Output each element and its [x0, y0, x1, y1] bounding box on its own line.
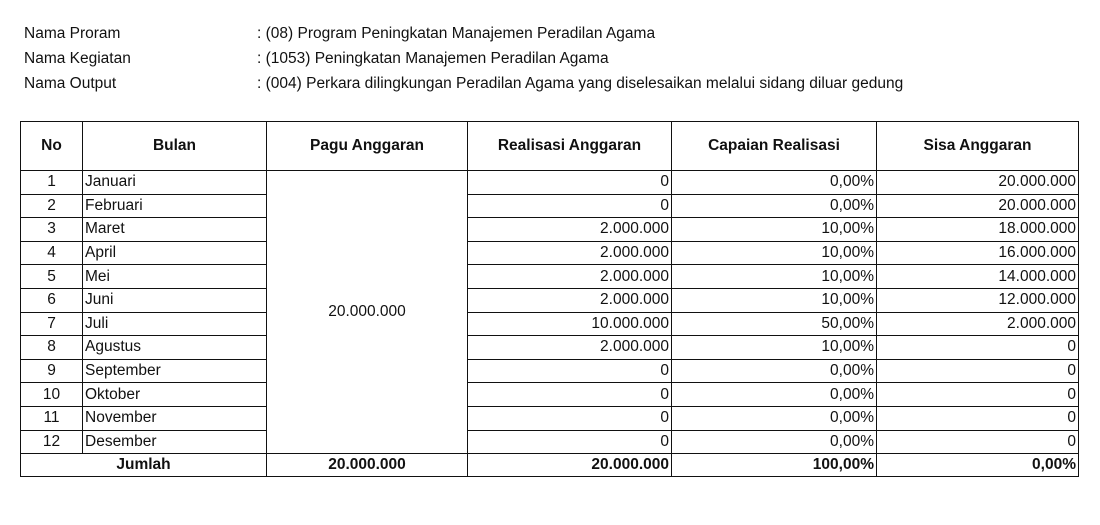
table-row — [21, 383, 1079, 407]
cell-pagu: 20.000.000 — [267, 171, 468, 454]
total-label: Jumlah — [21, 454, 267, 477]
cell-sisa: 12.000.000 — [877, 288, 1079, 312]
cell-sisa: 20.000.000 — [877, 171, 1079, 195]
cell-bulan: Maret — [83, 218, 267, 242]
cell-bulan: Juni — [83, 288, 267, 312]
cell-sisa: 2.000.000 — [877, 312, 1079, 336]
info-row-program — [24, 21, 903, 46]
header-no: No — [21, 122, 83, 171]
cell-bulan: Mei — [83, 265, 267, 289]
cell-sisa: 16.000.000 — [877, 241, 1079, 265]
cell-no: 1 — [21, 171, 83, 195]
total-pagu: 20.000.000 — [267, 454, 468, 477]
cell-capaian: 0,00% — [672, 406, 877, 430]
cell-capaian: 10,00% — [672, 265, 877, 289]
table-row — [21, 406, 1079, 430]
info-label: Nama Proram — [24, 25, 121, 42]
cell-no: 11 — [21, 406, 83, 430]
header-pagu: Pagu Anggaran — [267, 122, 468, 171]
cell-capaian: 50,00% — [672, 312, 877, 336]
cell-realisasi: 0 — [468, 171, 672, 195]
cell-sisa: 18.000.000 — [877, 218, 1079, 242]
cell-realisasi: 0 — [468, 430, 672, 454]
cell-realisasi: 0 — [468, 383, 672, 407]
cell-capaian: 10,00% — [672, 241, 877, 265]
cell-capaian: 10,00% — [672, 336, 877, 360]
total-row — [21, 454, 1079, 477]
info-block — [24, 21, 903, 96]
cell-sisa: 0 — [877, 406, 1079, 430]
table-row — [21, 359, 1079, 383]
cell-realisasi: 10.000.000 — [468, 312, 672, 336]
table-row — [21, 430, 1079, 454]
cell-no: 2 — [21, 194, 83, 218]
header-realisasi: Realisasi Anggaran — [468, 122, 672, 171]
cell-capaian: 0,00% — [672, 430, 877, 454]
header-capaian: Capaian Realisasi — [672, 122, 877, 171]
cell-bulan: September — [83, 359, 267, 383]
cell-capaian: 0,00% — [672, 171, 877, 195]
table-row — [21, 312, 1079, 336]
cell-realisasi: 0 — [468, 406, 672, 430]
cell-realisasi: 0 — [468, 359, 672, 383]
info-value: : (1053) Peningkatan Manajemen Peradilan Agama — [257, 50, 609, 67]
info-value: : (08) Program Peningkatan Manajemen Peradilan Agama — [257, 25, 656, 42]
table-row — [21, 336, 1079, 360]
cell-realisasi: 2.000.000 — [468, 265, 672, 289]
info-value: : (004) Perkara dilingkungan Peradilan Agama yang diselesaikan melalui sidang diluar gedung — [257, 75, 904, 92]
cell-bulan: November — [83, 406, 267, 430]
cell-bulan: Desember — [83, 430, 267, 454]
total-capaian: 100,00% — [672, 454, 877, 477]
cell-capaian: 0,00% — [672, 383, 877, 407]
cell-no: 6 — [21, 288, 83, 312]
cell-realisasi: 2.000.000 — [468, 241, 672, 265]
budget-table — [20, 121, 1079, 477]
cell-realisasi: 2.000.000 — [468, 288, 672, 312]
cell-sisa: 14.000.000 — [877, 265, 1079, 289]
info-label: Nama Output — [24, 75, 117, 92]
table-row — [21, 288, 1079, 312]
cell-bulan: April — [83, 241, 267, 265]
cell-no: 4 — [21, 241, 83, 265]
cell-capaian: 10,00% — [672, 218, 877, 242]
cell-no: 5 — [21, 265, 83, 289]
table-row — [21, 265, 1079, 289]
info-row-kegiatan — [24, 46, 903, 71]
cell-no: 3 — [21, 218, 83, 242]
cell-sisa: 20.000.000 — [877, 194, 1079, 218]
total-realisasi: 20.000.000 — [468, 454, 672, 477]
header-sisa: Sisa Anggaran — [877, 122, 1079, 171]
cell-bulan: Juli — [83, 312, 267, 336]
total-sisa: 0,00% — [877, 454, 1079, 477]
cell-sisa: 0 — [877, 359, 1079, 383]
cell-sisa: 0 — [877, 430, 1079, 454]
cell-capaian: 10,00% — [672, 288, 877, 312]
table-row — [21, 194, 1079, 218]
table-row — [21, 218, 1079, 242]
cell-bulan: Januari — [83, 171, 267, 195]
cell-realisasi: 2.000.000 — [468, 336, 672, 360]
cell-realisasi: 2.000.000 — [468, 218, 672, 242]
cell-no: 7 — [21, 312, 83, 336]
cell-no: 8 — [21, 336, 83, 360]
header-row — [21, 122, 1079, 171]
cell-capaian: 0,00% — [672, 194, 877, 218]
info-label: Nama Kegiatan — [24, 50, 131, 67]
table-row — [21, 171, 1079, 195]
cell-realisasi: 0 — [468, 194, 672, 218]
cell-no: 12 — [21, 430, 83, 454]
cell-bulan: Agustus — [83, 336, 267, 360]
cell-sisa: 0 — [877, 336, 1079, 360]
cell-capaian: 0,00% — [672, 359, 877, 383]
cell-no: 10 — [21, 383, 83, 407]
cell-sisa: 0 — [877, 383, 1079, 407]
table-row — [21, 241, 1079, 265]
header-bulan: Bulan — [83, 122, 267, 171]
cell-bulan: Februari — [83, 194, 267, 218]
cell-no: 9 — [21, 359, 83, 383]
cell-bulan: Oktober — [83, 383, 267, 407]
info-row-output — [24, 71, 903, 96]
